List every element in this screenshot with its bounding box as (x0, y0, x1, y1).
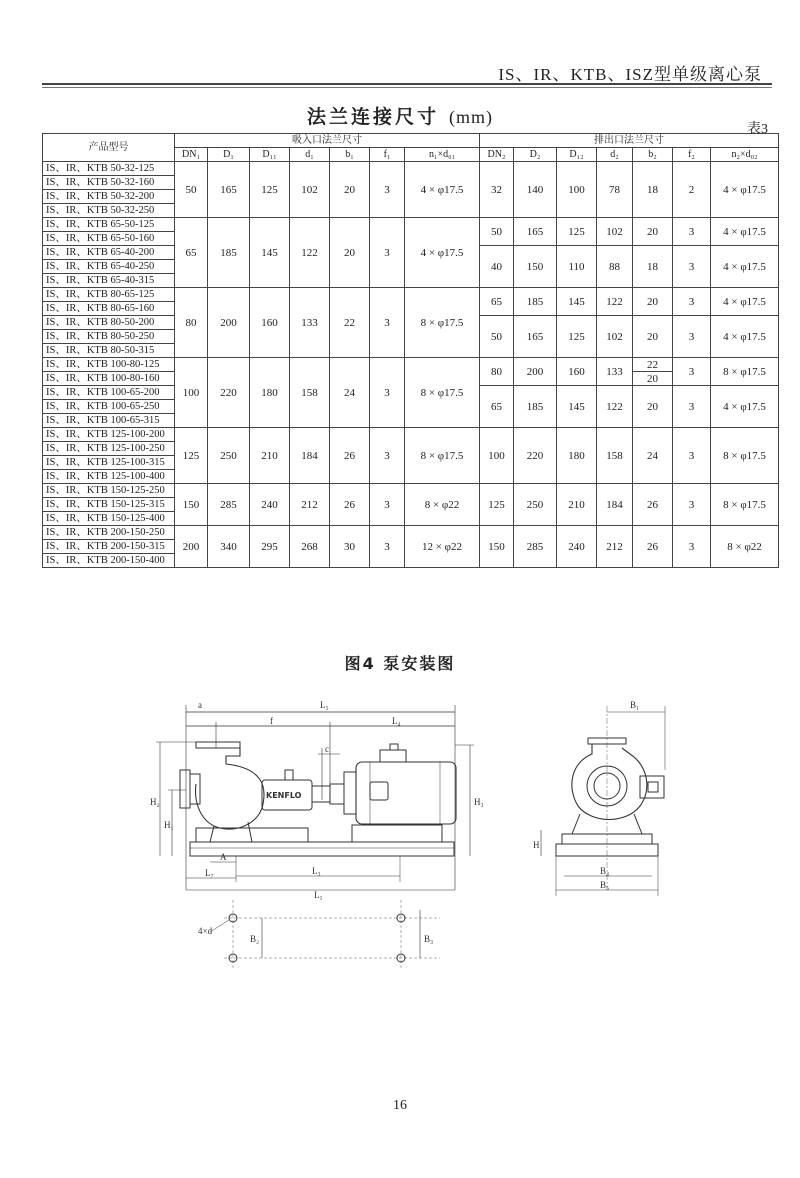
suction-cell: 26 (330, 484, 370, 526)
label-f: f (270, 716, 273, 726)
discharge-cell: 2 (673, 162, 711, 218)
suction-cell: 3 (370, 288, 405, 358)
suction-cell: 210 (250, 428, 290, 484)
discharge-cell: 4 × φ17.5 (711, 386, 779, 428)
discharge-cell: 50 (480, 316, 514, 358)
discharge-cell: 50 (480, 218, 514, 246)
column-header: D₁₂ (557, 148, 597, 162)
discharge-cell: 3 (673, 358, 711, 386)
suction-cell: 3 (370, 358, 405, 428)
discharge-cell: 125 (557, 316, 597, 358)
suction-cell: 160 (250, 288, 290, 358)
header-rule-thin (42, 87, 772, 88)
model-cell: IS、IR、KTB 100-65-250 (43, 400, 175, 414)
suction-cell: 125 (250, 162, 290, 218)
model-cell: IS、IR、KTB 150-125-400 (43, 512, 175, 526)
model-cell: IS、IR、KTB 200-150-315 (43, 540, 175, 554)
discharge-cell: 160 (557, 358, 597, 386)
discharge-cell: 3 (673, 428, 711, 484)
suction-cell: 65 (175, 218, 208, 288)
suction-cell: 12 × φ22 (405, 526, 480, 568)
label-L5: L₅ (320, 700, 329, 710)
discharge-cell: 158 (597, 428, 633, 484)
discharge-cell: 8 × φ22 (711, 526, 779, 568)
column-header: DN₁ (175, 148, 208, 162)
suction-cell: 3 (370, 162, 405, 218)
model-cell: IS、IR、KTB 50-32-200 (43, 190, 175, 204)
label-H3: H₃ (474, 797, 484, 807)
discharge-cell: 26 (633, 526, 673, 568)
discharge-header: 排出口法兰尺寸 (480, 134, 779, 148)
header-rule (42, 83, 772, 85)
column-header: n₂×d₀₂ (711, 148, 779, 162)
suction-cell: 22 (330, 288, 370, 358)
discharge-cell: 8 × φ17.5 (711, 484, 779, 526)
model-cell: IS、IR、KTB 100-80-160 (43, 372, 175, 386)
discharge-split-value: 20 (647, 372, 659, 385)
suction-header: 吸入口法兰尺寸 (175, 134, 480, 148)
label-L1: L₁ (314, 890, 323, 900)
suction-cell: 295 (250, 526, 290, 568)
discharge-cell: 80 (480, 358, 514, 386)
label-A: A (220, 852, 227, 862)
model-cell: IS、IR、KTB 50-32-250 (43, 204, 175, 218)
suction-cell: 158 (290, 358, 330, 428)
discharge-cell: 100 (557, 162, 597, 218)
suction-cell: 165 (208, 162, 250, 218)
suction-cell: 3 (370, 526, 405, 568)
discharge-cell: 165 (514, 218, 557, 246)
discharge-cell: 4 × φ17.5 (711, 162, 779, 218)
brand-logo-text: KENFLO (266, 791, 302, 800)
discharge-cell: 20 (633, 218, 673, 246)
label-B1: B₁ (630, 700, 640, 710)
discharge-cell: 200 (514, 358, 557, 386)
suction-cell: 8 × φ17.5 (405, 428, 480, 484)
column-header: D₂ (514, 148, 557, 162)
suction-cell: 200 (175, 526, 208, 568)
model-cell: IS、IR、KTB 50-32-160 (43, 176, 175, 190)
page-number: 16 (393, 1098, 407, 1113)
label-H1: H₁ (164, 820, 174, 830)
discharge-cell: 4 × φ17.5 (711, 218, 779, 246)
table-row (43, 484, 779, 498)
suction-cell: 285 (208, 484, 250, 526)
suction-cell: 125 (175, 428, 208, 484)
suction-cell: 3 (370, 218, 405, 288)
model-cell: IS、IR、KTB 65-40-315 (43, 274, 175, 288)
discharge-cell: 3 (673, 288, 711, 316)
suction-cell: 30 (330, 526, 370, 568)
table-header-row-1 (43, 134, 779, 148)
discharge-cell: 20 (633, 288, 673, 316)
label-nd: 4×d (198, 926, 213, 936)
suction-cell: 340 (208, 526, 250, 568)
discharge-cell (633, 358, 673, 386)
discharge-cell: 100 (480, 428, 514, 484)
discharge-cell: 212 (597, 526, 633, 568)
suction-cell: 212 (290, 484, 330, 526)
label-L4: L₄ (392, 716, 401, 726)
discharge-cell: 184 (597, 484, 633, 526)
suction-cell: 145 (250, 218, 290, 288)
discharge-cell: 250 (514, 484, 557, 526)
discharge-cell: 185 (514, 386, 557, 428)
suction-cell: 184 (290, 428, 330, 484)
suction-cell: 100 (175, 358, 208, 428)
suction-cell: 20 (330, 218, 370, 288)
model-cell: IS、IR、KTB 50-32-125 (43, 162, 175, 176)
discharge-cell: 110 (557, 246, 597, 288)
discharge-cell: 125 (557, 218, 597, 246)
suction-cell: 3 (370, 484, 405, 526)
label-B4: B₄ (600, 866, 610, 876)
suction-cell: 8 × φ22 (405, 484, 480, 526)
model-cell: IS、IR、KTB 65-50-125 (43, 218, 175, 232)
discharge-cell: 220 (514, 428, 557, 484)
discharge-cell: 78 (597, 162, 633, 218)
model-cell: IS、IR、KTB 100-65-200 (43, 386, 175, 400)
discharge-cell: 210 (557, 484, 597, 526)
discharge-cell: 20 (633, 386, 673, 428)
discharge-cell: 32 (480, 162, 514, 218)
discharge-cell: 24 (633, 428, 673, 484)
model-cell: IS、IR、KTB 200-150-400 (43, 554, 175, 568)
discharge-cell: 3 (673, 484, 711, 526)
column-header: b₂ (633, 148, 673, 162)
discharge-split-value: 22 (633, 358, 672, 372)
suction-cell: 250 (208, 428, 250, 484)
suction-cell: 102 (290, 162, 330, 218)
discharge-cell: 20 (633, 316, 673, 358)
suction-cell: 180 (250, 358, 290, 428)
suction-cell: 50 (175, 162, 208, 218)
table-number: 表3 (747, 122, 768, 137)
table-row (43, 288, 779, 302)
suction-cell: 122 (290, 218, 330, 288)
suction-cell: 200 (208, 288, 250, 358)
suction-cell: 20 (330, 162, 370, 218)
label-B2: B₂ (250, 934, 260, 944)
model-cell: IS、IR、KTB 125-100-250 (43, 442, 175, 456)
column-header: DN₂ (480, 148, 514, 162)
discharge-cell: 18 (633, 162, 673, 218)
discharge-cell: 4 × φ17.5 (711, 316, 779, 358)
suction-cell: 8 × φ17.5 (405, 358, 480, 428)
table-body (43, 162, 779, 568)
model-header: 产品型号 (43, 134, 175, 162)
suction-cell: 185 (208, 218, 250, 288)
discharge-cell: 65 (480, 288, 514, 316)
model-cell: IS、IR、KTB 125-100-200 (43, 428, 175, 442)
discharge-cell: 3 (673, 316, 711, 358)
model-cell: IS、IR、KTB 65-40-250 (43, 260, 175, 274)
discharge-cell: 122 (597, 386, 633, 428)
column-header: d₁ (290, 148, 330, 162)
discharge-cell: 18 (633, 246, 673, 288)
discharge-cell: 185 (514, 288, 557, 316)
suction-cell: 150 (175, 484, 208, 526)
model-cell: IS、IR、KTB 150-125-315 (43, 498, 175, 512)
column-header: n₁×d₀₁ (405, 148, 480, 162)
discharge-cell: 125 (480, 484, 514, 526)
discharge-cell: 4 × φ17.5 (711, 246, 779, 288)
discharge-cell: 40 (480, 246, 514, 288)
label-H: H (533, 840, 540, 850)
table-row (43, 358, 779, 372)
column-header: f₂ (673, 148, 711, 162)
discharge-cell: 133 (597, 358, 633, 386)
label-H2: H₂ (150, 797, 160, 807)
table-title-text: 法兰连接尺寸 (306, 106, 439, 128)
discharge-cell: 140 (514, 162, 557, 218)
column-header: f₁ (370, 148, 405, 162)
table-row (43, 162, 779, 176)
table-unit: (mm) (449, 107, 493, 127)
suction-cell: 240 (250, 484, 290, 526)
column-header: b₁ (330, 148, 370, 162)
flange-dimension-table (42, 133, 779, 568)
discharge-cell: 65 (480, 386, 514, 428)
suction-cell: 3 (370, 428, 405, 484)
discharge-cell: 165 (514, 316, 557, 358)
suction-cell: 268 (290, 526, 330, 568)
discharge-cell: 285 (514, 526, 557, 568)
model-cell: IS、IR、KTB 150-125-250 (43, 484, 175, 498)
model-cell: IS、IR、KTB 80-50-200 (43, 316, 175, 330)
suction-cell: 80 (175, 288, 208, 358)
header-title: IS、IR、KTB、ISZ型单级离心泵 (498, 65, 762, 84)
table-row (43, 428, 779, 442)
discharge-cell: 240 (557, 526, 597, 568)
model-cell: IS、IR、KTB 125-100-315 (43, 456, 175, 470)
discharge-cell: 8 × φ17.5 (711, 428, 779, 484)
suction-cell: 8 × φ17.5 (405, 288, 480, 358)
model-cell: IS、IR、KTB 200-150-250 (43, 526, 175, 540)
discharge-cell: 102 (597, 316, 633, 358)
model-cell: IS、IR、KTB 80-50-315 (43, 344, 175, 358)
discharge-cell: 4 × φ17.5 (711, 288, 779, 316)
suction-cell: 220 (208, 358, 250, 428)
label-c: c (325, 744, 329, 754)
discharge-cell: 3 (673, 526, 711, 568)
discharge-cell: 145 (557, 386, 597, 428)
figure-title: 图4 泵安装图 (344, 654, 456, 673)
column-header: d₂ (597, 148, 633, 162)
table-title (0, 102, 800, 129)
pump-installation-drawing (0, 690, 800, 980)
discharge-cell: 180 (557, 428, 597, 484)
model-cell: IS、IR、KTB 80-50-250 (43, 330, 175, 344)
model-cell: IS、IR、KTB 80-65-125 (43, 288, 175, 302)
suction-cell: 26 (330, 428, 370, 484)
model-cell: IS、IR、KTB 100-65-315 (43, 414, 175, 428)
suction-cell: 24 (330, 358, 370, 428)
label-B5: B₅ (600, 880, 610, 890)
discharge-cell: 3 (673, 246, 711, 288)
column-header: D₁₁ (250, 148, 290, 162)
model-cell: IS、IR、KTB 125-100-400 (43, 470, 175, 484)
model-cell: IS、IR、KTB 65-40-200 (43, 246, 175, 260)
suction-cell: 4 × φ17.5 (405, 218, 480, 288)
discharge-cell: 150 (480, 526, 514, 568)
model-cell: IS、IR、KTB 80-65-160 (43, 302, 175, 316)
discharge-cell: 145 (557, 288, 597, 316)
label-a: a (198, 700, 202, 710)
label-B3: B₃ (424, 934, 434, 944)
column-header: D₁ (208, 148, 250, 162)
discharge-cell: 3 (673, 218, 711, 246)
label-L7: L₇ (205, 868, 214, 878)
discharge-cell: 26 (633, 484, 673, 526)
discharge-cell: 102 (597, 218, 633, 246)
model-cell: IS、IR、KTB 65-50-160 (43, 232, 175, 246)
discharge-cell: 122 (597, 288, 633, 316)
model-cell: IS、IR、KTB 100-80-125 (43, 358, 175, 372)
discharge-cell: 8 × φ17.5 (711, 358, 779, 386)
discharge-cell: 88 (597, 246, 633, 288)
suction-cell: 133 (290, 288, 330, 358)
label-L3: L₃ (312, 866, 321, 876)
table-row (43, 526, 779, 540)
discharge-cell: 150 (514, 246, 557, 288)
suction-cell: 4 × φ17.5 (405, 162, 480, 218)
discharge-cell: 3 (673, 386, 711, 428)
table-row (43, 218, 779, 232)
